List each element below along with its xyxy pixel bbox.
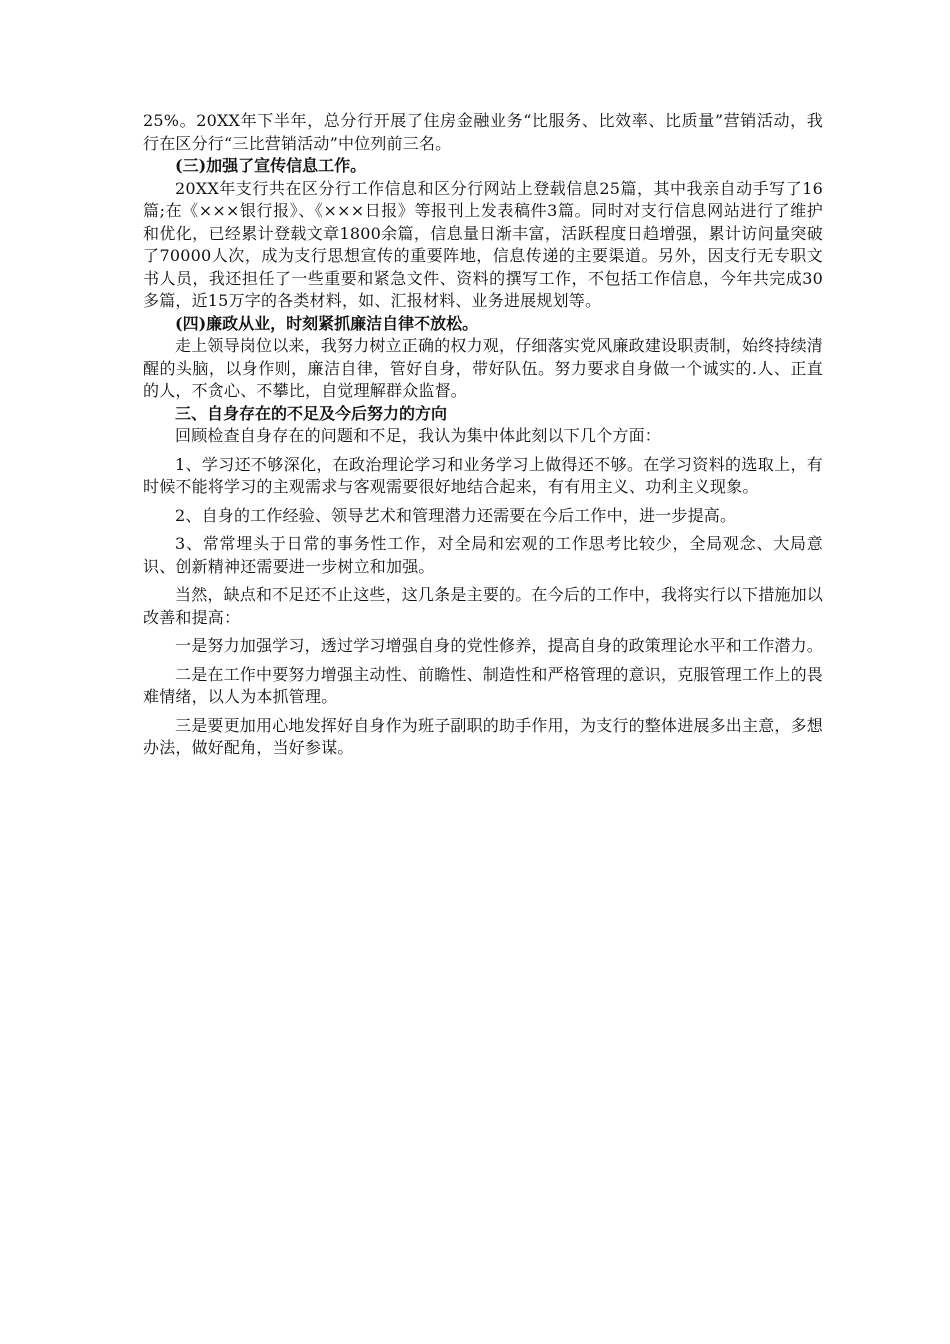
paragraph-point-3: 3、常常埋头于日常的事务性工作，对全局和宏观的工作思考比较少，全局观念、大局意识、创新精神还需要进一步树立和加强。 <box>143 534 823 576</box>
section-heading-shortcomings: 三、自身存在的不足及今后努力的方向 <box>175 403 448 423</box>
paragraph-integrity: 走上领导岗位以来，我努力树立正确的权力观，仔细落实党风廉政建设职责制，始终持续清醒的头脑，以身作则，廉洁自律，管好自身，带好队伍。努力要求自身做一个诚实的.人、正直的人，不贪心、不攀比，自觉理解群众监督。 <box>143 336 824 400</box>
paragraph-point-2: 2、自身的工作经验、领导艺术和管理潜力还需要在今后工作中，进一步提高。 <box>175 505 737 525</box>
paragraph-review: 回顾检查自身存在的问题和不足，我认为集中体此刻以下几个方面： <box>175 426 662 445</box>
paragraph-measure-3: 三是要更加用心地发挥好自身作为班子副职的助手作用，为支行的整体进展多出主意，多想办法，做好配角，当好参谋。 <box>143 715 824 757</box>
document-page <box>143 110 823 760</box>
paragraph-point-1: 1、学习还不够深化，在政治理论学习和业务学习上做得还不够。在学习资料的选取上，有时候不能将学习的主观需求与客观需要很好地结合起来，有有用主义、功利主义现象。 <box>143 454 823 496</box>
paragraph-measures-intro: 当然，缺点和不足还不止这些，这几条是主要的。在今后的工作中，我将实行以下措施加以改善和提高： <box>143 585 824 627</box>
section-heading-publicity: (三)加强了宣传信息工作。 <box>175 156 367 175</box>
paragraph-publicity: 20XX年支行共在区分行工作信息和区分行网站上登载信息25篇，其中我亲自动手写了16篇;在《×××银行报》、《×××日报》等报刊上发表稿件3篇。同时对支行信息网站进行了维护和优化，已经累计登载文章1800余篇，信息量日渐丰富，活跃程度日趋增强，累计访问量突破了70000人次，成为支行思想宣传的重要阵地，信息传递的主要渠道。另外，因支行无专职文书人员，我还担任了一些重要和紧急文件、资料的撰写工作，不包括工作信息，今年共完成30多篇，近15万字的各类材料，如、汇报材料、业务进展规划等。 <box>143 178 823 310</box>
paragraph-measure-1: 一是努力加强学习，透过学习增强自身的党性修养，提高自身的政策理论水平和工作潜力。 <box>175 636 824 655</box>
section-heading-integrity: (四)廉政从业，时刻紧抓廉洁自律不放松。 <box>175 313 479 333</box>
paragraph-continued: 25%。20XX年下半年，总分行开展了住房金融业务“比服务、比效率、比质量”营销活动，我行在区分行“三比营销活动”中位列前三名。 <box>143 111 823 153</box>
paragraph-measure-2: 二是在工作中要努力增强主动性、前瞻性、制造性和严格管理的意识，克服管理工作上的畏难情绪，以人为本抓管理。 <box>143 664 824 706</box>
